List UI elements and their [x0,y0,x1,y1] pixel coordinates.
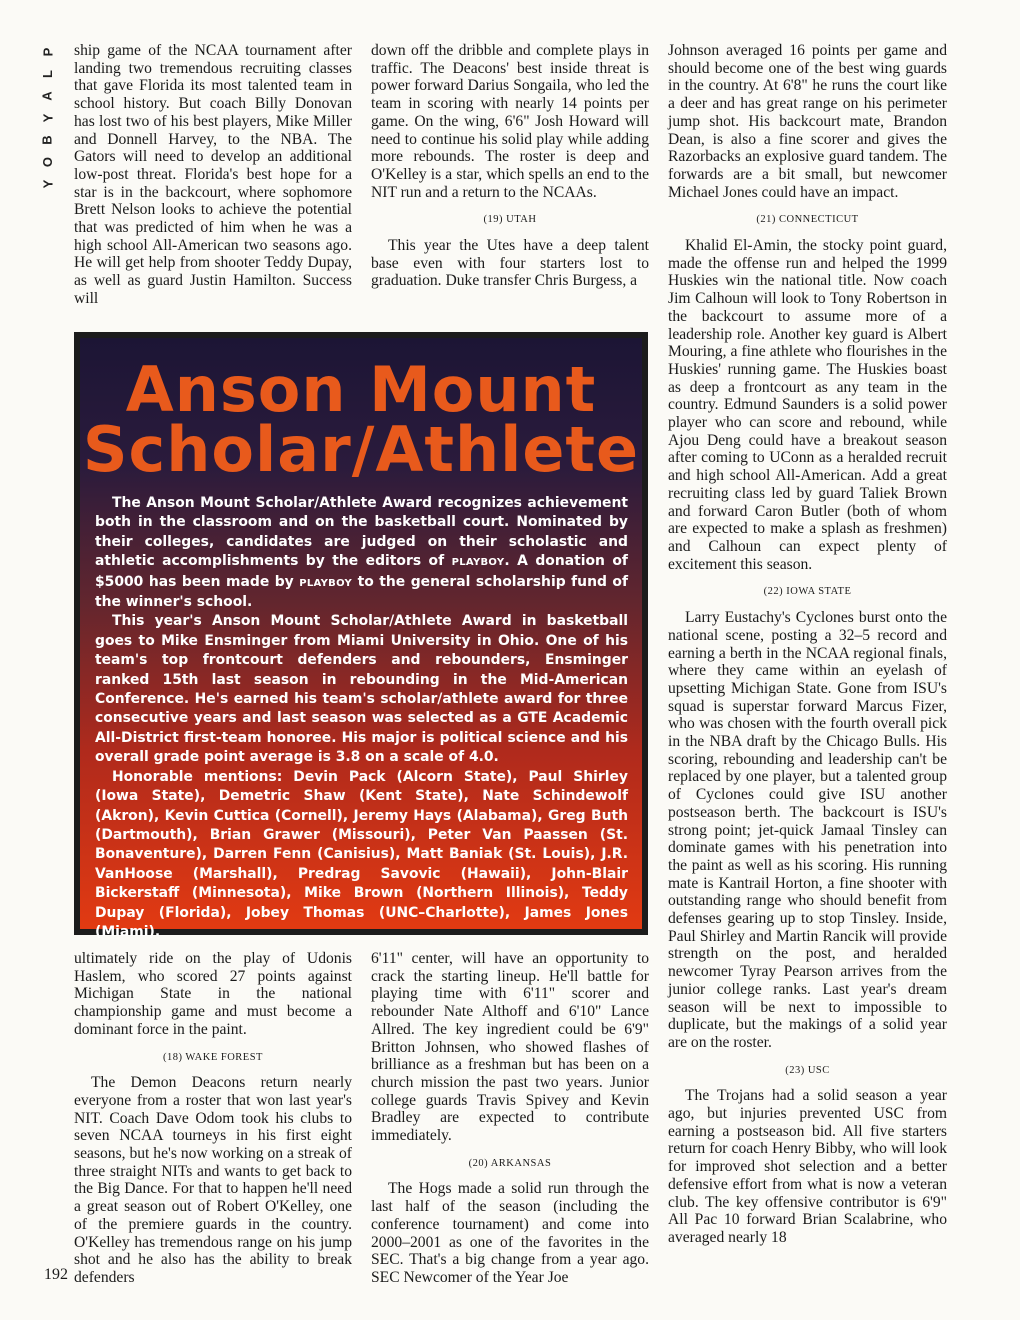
section-heading-wake-forest: (18) WAKE FOREST [163,1051,263,1063]
paragraph-arkansas-cont: Johnson averaged 16 points per game and should become one of the best wing guards in the country. At 6'8" he runs the court like a deer and has great range on his perimeter jump shot. His backcourt mate, Brandon Dean, is also a fine scorer and gives the Razorbacks an explosive guard tandem. The forwards are a bit small, but newcomer Michael Jones could have an impact. [668,42,947,201]
masthead-letter: P [39,47,55,57]
paragraph-wake-forest-cont: down off the dribble and complete plays in traffic. The Deacons' best inside threat is power forward Darius Songaila, who led the team in scoring with nearly 14 points per game. On the wing, 6'6" Josh Howard will need to continue his solid play while adding more rebounds. The roster is deep and O'Kelley is a star, which spells an end to the NIT run and a return to the NCAAs. [371,42,649,201]
masthead-vertical [38,44,58,192]
box-body [95,494,628,942]
page-number: 192 [44,1266,68,1283]
section-heading-usc: (23) USC [785,1064,830,1076]
masthead-letter: Y [39,179,55,189]
paragraph-wake-forest: The Demon Deacons return nearly everyone from a roster that won last year's NIT. Coach Dave Odom took his clubs to seven NCAA tourneys in his first eight seasons, but he's now working on a streak of three straight NITs and wants to get back to the Big Dance. For that to happen he'll need a great season out of Robert O'Kelley, one of the premiere guards in the country. O'Kelley has tremendous range on his jump shot and he also has the ability to break defenders [74,1074,352,1286]
column-2-top [371,42,649,290]
masthead-letter: O [40,156,55,168]
paragraph-utah-cont: 6'11" center, will have an opportunity to crack the starting lineup. He'll battle for playing time with 6'11" scorer and rebounder Nate Althoff and 6'10" Lance Allred. The key ingredient could be 6'9" Britton Johnsen, who showed flashes of brilliance as a freshman but has been on a church mission the past two years. Junior college guards Travis Spivey and Kevin Bradley are expected to contribute immediately. [371,950,649,1145]
paragraph-connecticut: Khalid El-Amin, the stocky point guard, made the offense run and helped the 1999 Huskies win the national title. Now coach Jim Calhoun will look to Tony Robertson in the backcourt to assume more of a leadership role. Another key guard is Albert Mouring, a fine athlete who flourishes in the Huskies' running game. The Huskies boast as deep a frontcourt as any team in the country. Edmund Saunders is a solid power player who can score and rebound, while Ajou Deng could have a breakout season after coming to UConn as a heralded recruit and high school All-American. Add a great recruiting class led by guard Taliek Brown and forward Caron Butler (both of whom are expected to make a splash as freshmen) and Calhoun can expect plenty of excitement this season. [668,237,947,573]
paragraph-utah: This year the Utes have a deep talent base even with four starters lost to graduation. Duke transfer Chris Burgess, a [371,237,649,290]
masthead-letter: Y [39,113,55,123]
column-3 [668,42,947,1247]
section-heading-arkansas: (20) ARKANSAS [468,1157,552,1169]
masthead-letter: L [39,70,55,78]
column-1-bottom [74,950,352,1287]
section-heading-utah: (19) UTAH [483,214,537,226]
masthead-letter: A [39,91,55,101]
box-title-line-1: Anson Mount [125,353,597,426]
box-title [80,353,642,486]
box-paragraph-honorable-mentions: Honorable mentions: Devin Pack (Alcorn State), Paul Shirley (Iowa State), Demetric Shaw (Kent State), Nate Schindewolf (Akron), Kevin Cuttica (Cornell), Jeremy Hays (Alabama), Greg Buth (Dartmouth), Brian Grawer (Missouri), Peter Van Paassen (St. Bonaventure), Darren Fenn (Canisius), Matt Baniak (St. Louis), J.R. VanHoose (Marshall), Predrag Savovic (Hawaii), John-Blair Bickerstaff (Minnesota), Mike Brown (Northern Illinois), Teddy Dupay (Florida), Jobey Thomas (UNC–Charlotte), James Jones (Miami). [95,768,628,940]
masthead-letter: B [39,135,55,145]
column-2-bottom [371,950,649,1287]
section-heading-connecticut: (21) CONNECTICUT [756,214,859,226]
section-heading-iowa-state: (22) IOWA STATE [763,586,852,598]
scholar-athlete-box [74,332,648,940]
paragraph-florida-end: ultimately ride on the play of Udonis Haslem, who scored 27 points against Michigan State in the national championship game and must become a dominant force in the paint. [74,950,352,1038]
box-paragraph-award: The Anson Mount Scholar/Athlete Award recognizes achievement both in the classroom and on the basketball court. Nominated by their colleges, candidates are judged on their scholastic and athletic accomplishments by the editors of PLAYBOY. A donation of $5000 has been made by PLAYBOY to the general scholarship fund of the winner's school. [95,495,628,611]
box-paragraph-winner: This year's Anson Mount Scholar/Athlete Award in basketball goes to Mike Ensminger from Miami University in Ohio. One of his team's top frontcourt defenders and rebounders, Ensminger ranked 15th last season in rebounding in the Mid-American Conference. He's earned his team's scholar/athlete award for three consecutive years and last season was selected as a GTE Academic All-District first-team honoree. His major is political science and his overall grade point average is 3.8 on a scale of 4.0. [95,613,628,766]
box-title-line-2: Scholar/Athlete [82,413,640,486]
paragraph-arkansas: The Hogs made a solid run through the last half of the season (including the conference tournament) and come into 2000–2001 as one of the favorites in the SEC. That's a big change from a year ago. SEC Newcomer of the Year Joe [371,1180,649,1286]
paragraph-usc: The Trojans had a solid season a year ago, but injuries prevented USC from earning a postseason bid. All five starters return for coach Henry Bibby, who will look for improved shot selection and a better defensive effort from what is now a veteran club. The key offensive contributor is 6'9" All Pac 10 forward Brian Scalabrine, who averaged nearly 18 [668,1087,947,1246]
column-1-top [74,42,352,308]
paragraph-iowa-state: Larry Eustachy's Cyclones burst onto the national scene, posting a 32–5 record and earning a berth in the NCAA regional finals, where they came within an eyelash of upsetting Michigan State. Gone from ISU's squad is superstar forward Marcus Fizer, who was chosen with the fourth overall pick in the NBA draft by the Chicago Bulls. His scoring, rebounding and leadership can't be replaced by one player, but a talented group of Cyclones could give ISU another postseason berth. The backcourt is ISU's strong point; jet-quick Jamaal Tinsley can dominate games with his penetration into the paint as well as his scoring. His running mate is Kantrail Horton, a fine shooter with outstanding range who should benefit from defenses gearing up to stop Tinsley. Inside, Paul Shirley and Martin Rancik will provide strength on the post, and heralded newcomer Tyray Pearson arrives from the junior college ranks. Last year's dream season will be next to impossible to duplicate, but the makings of a solid year are on the roster. [668,609,947,1051]
paragraph-florida-cont: ship game of the NCAA tournament after landing two tremendous recruiting classes that gave Florida its most talented team in school history. But coach Billy Donovan has lost two of his best players, Mike Miller and Donnell Harvey, to the NBA. The Gators will need to develop an additional low-post threat. Florida's best hope for a star is in the backcourt, where sophomore Brett Nelson looks to achieve the potential that was predicted of him when he was a high school All-American two seasons ago. He will get help from shooter Teddy Dupay, as well as guard Justin Hamilton. Success will [74,42,352,307]
